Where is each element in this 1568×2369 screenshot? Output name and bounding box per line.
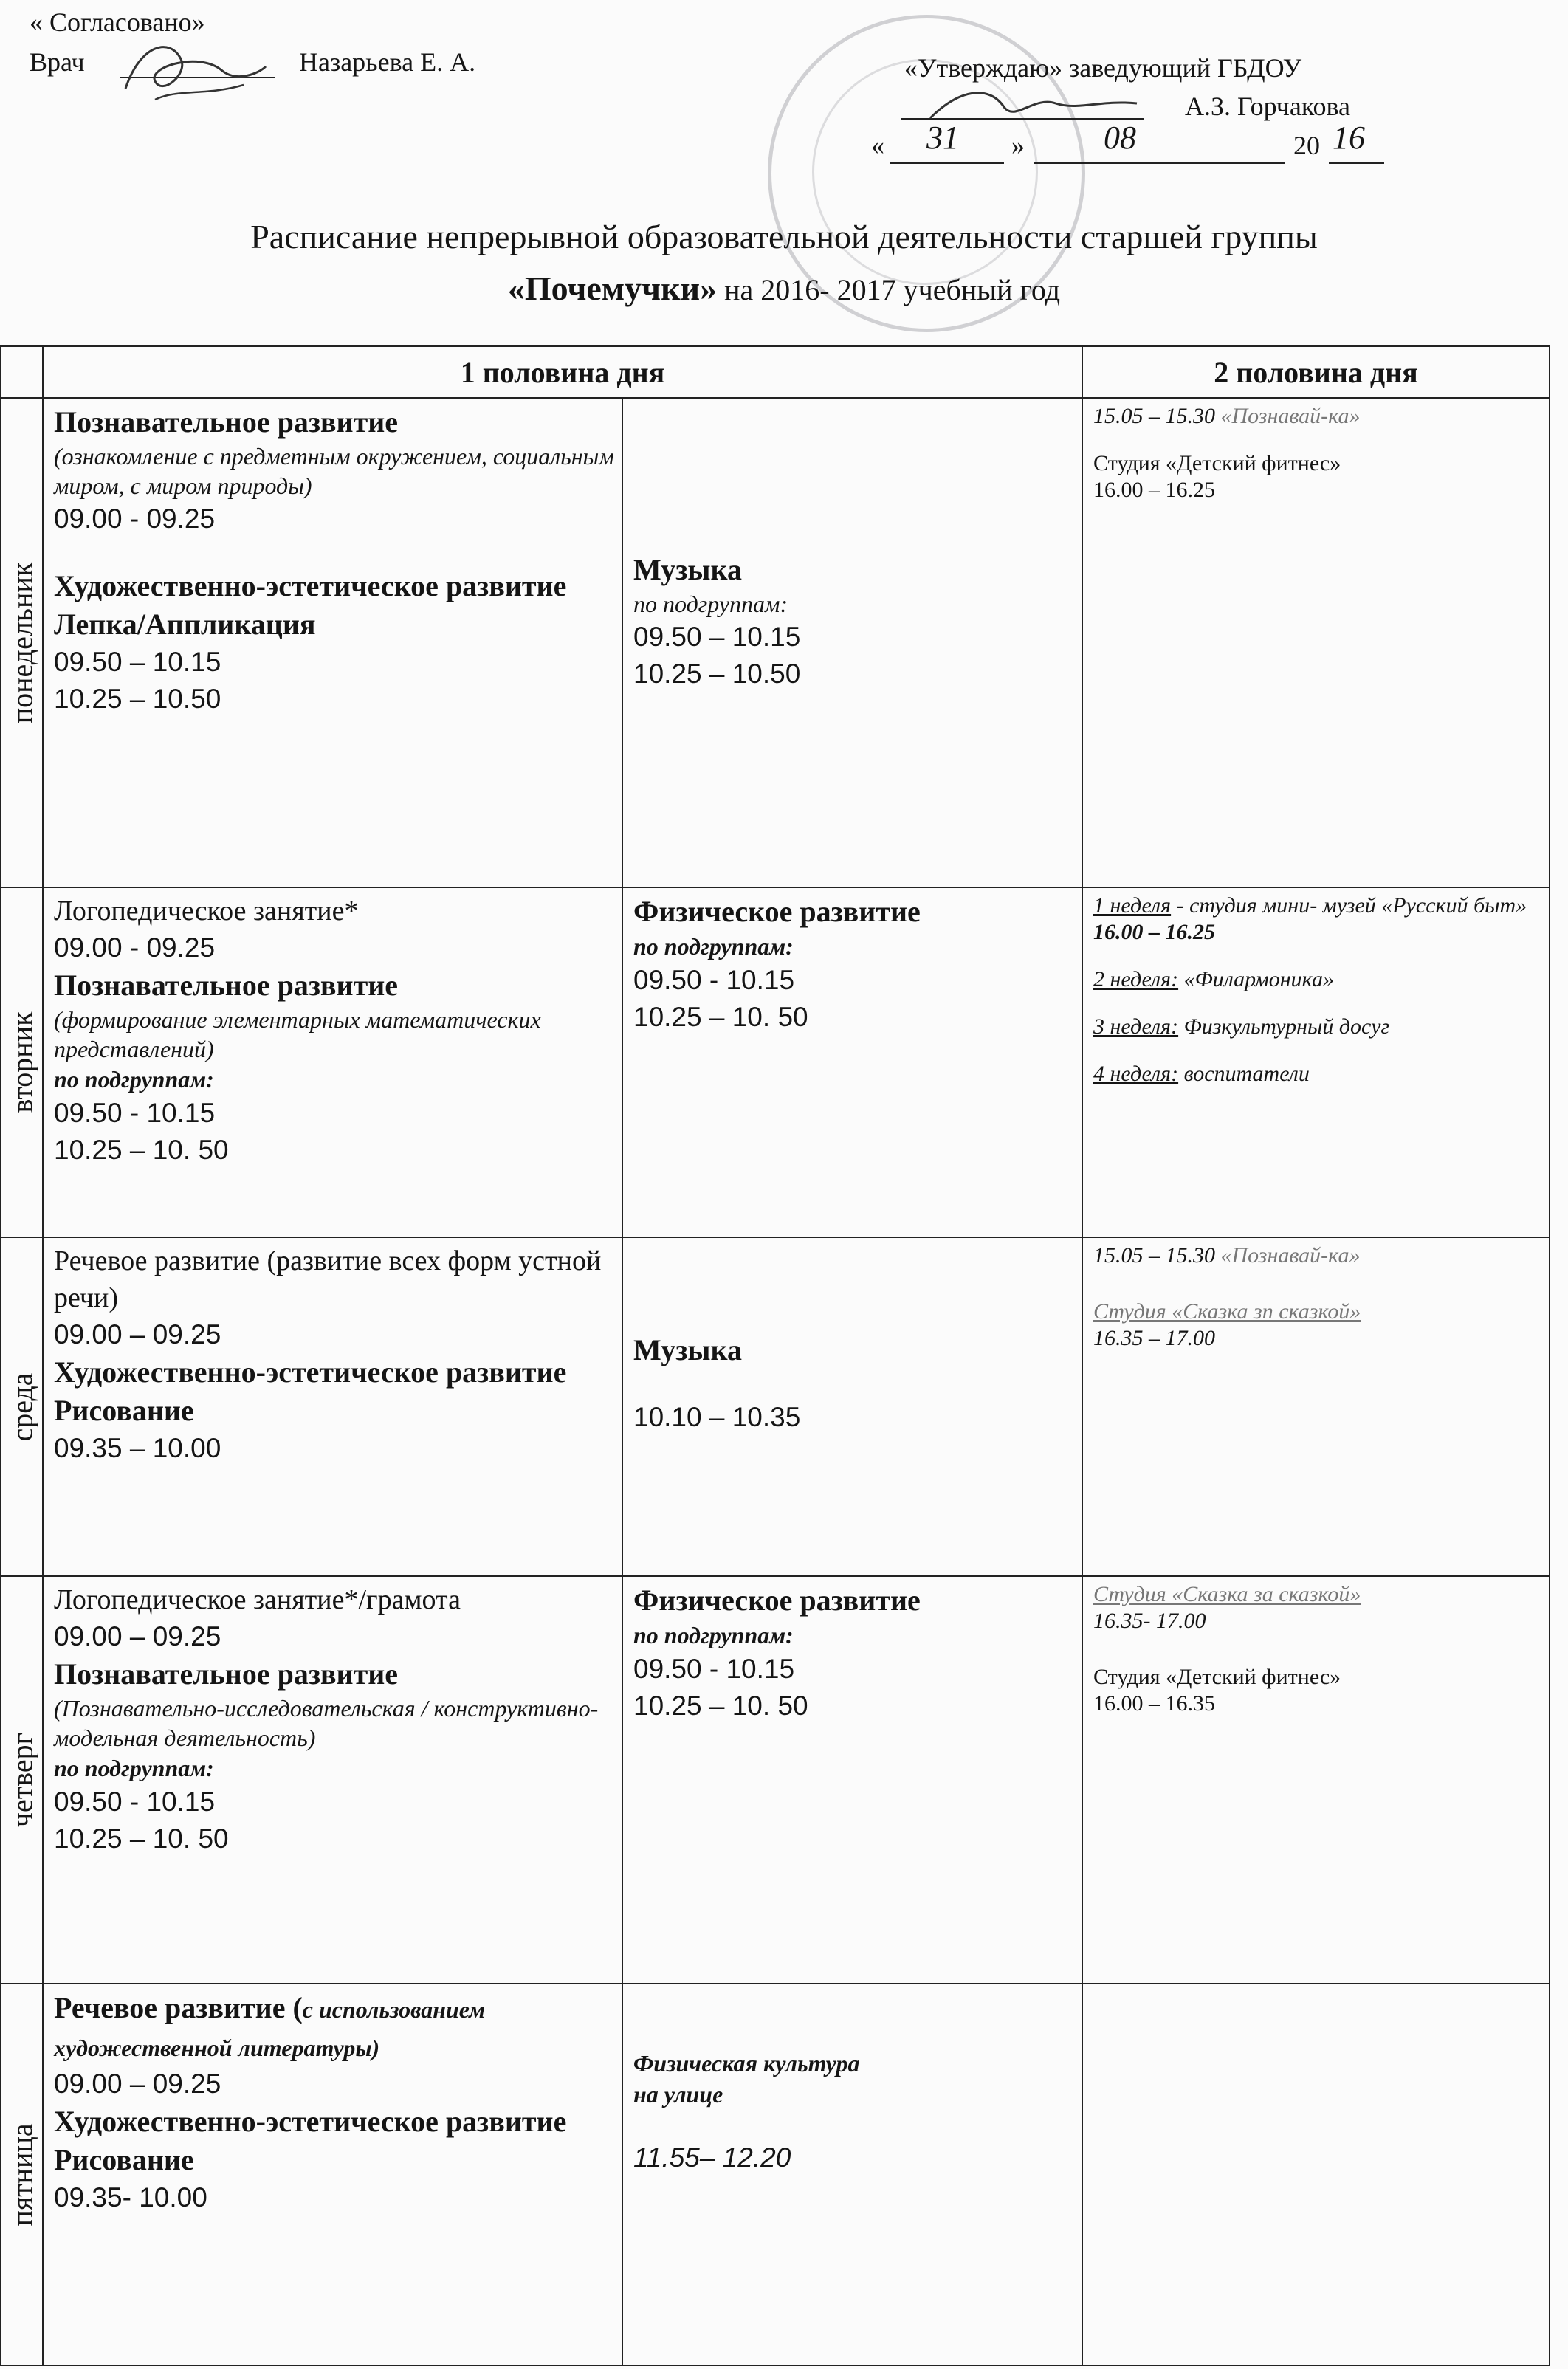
date-day-line <box>890 162 1004 164</box>
activity-line <box>633 1331 1074 1369</box>
activity-extra-text: «Познавай-ка» <box>1220 404 1361 428</box>
activity-cell-col2 <box>622 887 1082 1237</box>
activity-text: Художественно-эстетическое развитие <box>54 569 567 602</box>
activity-cell-col2 <box>622 1984 1082 2365</box>
activity-text: 09.00 – 09.25 <box>54 1319 221 1349</box>
spacer <box>633 433 1074 462</box>
activity-text: 09.50 - 10.15 <box>633 1654 795 1684</box>
activity-text: 16.00 – 16.25 <box>1093 920 1215 944</box>
activity-text: 09.00 - 09.25 <box>54 503 216 534</box>
spacer <box>633 1242 1074 1272</box>
spacer <box>633 1369 1074 1399</box>
date-year-line <box>1329 162 1384 164</box>
activity-text: Познавательное развитие <box>54 405 399 439</box>
spacer <box>1093 1634 1541 1664</box>
head-name: А.З. Горчакова <box>1185 92 1351 121</box>
doctor-signature <box>111 30 273 111</box>
activity-line <box>1093 1299 1541 1325</box>
activity-line <box>1093 966 1541 993</box>
date-close-quote: » <box>1011 131 1025 160</box>
table-row <box>1 1576 1550 1984</box>
spacer <box>633 1302 1074 1331</box>
activity-text: воспитатели <box>1178 1062 1310 1086</box>
activity-line <box>54 605 614 644</box>
spacer <box>1093 946 1541 966</box>
spacer <box>1093 430 1541 450</box>
activity-text: по подгруппам: <box>633 933 794 960</box>
activity-text: Художественно-эстетическое развитие <box>54 2105 567 2138</box>
activity-line <box>54 403 614 441</box>
activity-extra-text: «Познавай-ка» <box>1220 1243 1361 1268</box>
activity-line <box>54 1784 614 1820</box>
schedule-table <box>0 345 1550 2366</box>
day-name: четверг <box>5 1732 38 1828</box>
activity-text: Логопедическое занятие* <box>54 895 359 926</box>
activity-line <box>1093 1608 1541 1634</box>
spacer <box>633 1272 1074 1302</box>
activity-line <box>54 441 614 501</box>
activity-line <box>1093 1242 1541 1269</box>
spacer <box>1093 1269 1541 1299</box>
activity-line <box>54 1242 614 1316</box>
activity-line <box>1093 1061 1541 1087</box>
activity-text: (ознакомление с предметным окружением, социальным миром, с миром природы) <box>54 443 614 499</box>
activity-text: 09.50 - 10.15 <box>54 1787 216 1817</box>
activity-line <box>54 2141 614 2179</box>
activity-text: 10.25 – 10. 50 <box>633 1002 808 1032</box>
activity-line <box>1093 893 1541 919</box>
activity-text: 15.05 – 15.30 <box>1093 404 1221 428</box>
activity-line <box>54 1655 614 1694</box>
header-empty-cell <box>1 346 43 398</box>
activity-text: 09.50 – 10.15 <box>54 647 221 677</box>
activity-extra-text: с использованием художественной литературы) <box>54 1996 486 2061</box>
activity-line <box>54 1581 614 1618</box>
activity-text: 16.00 – 16.25 <box>1093 478 1215 502</box>
date-day: 31 <box>926 120 959 156</box>
activity-line <box>54 1095 614 1132</box>
spacer <box>633 403 1074 433</box>
activity-text: 10.25 – 10.50 <box>633 659 801 689</box>
activity-line <box>54 893 614 929</box>
spacer <box>633 521 1074 551</box>
week-label: Студия «Сказка зп сказкой» <box>1093 1299 1361 1324</box>
week-label: 2 неделя: <box>1093 967 1179 991</box>
table-row <box>1 398 1550 887</box>
activity-cell-col2 <box>622 1237 1082 1576</box>
activity-text: 09.50 – 10.15 <box>633 622 801 652</box>
activity-cell-col3 <box>1082 1576 1550 1984</box>
activity-cell-col3 <box>1082 1984 1550 2365</box>
activity-text: по подгруппам: <box>633 591 788 617</box>
activity-line <box>54 1618 614 1655</box>
activity-cell-col3 <box>1082 398 1550 887</box>
activity-line <box>54 1005 614 1064</box>
table-row <box>1 1984 1550 2365</box>
spacer <box>633 492 1074 521</box>
activity-text: Художественно-эстетическое развитие <box>54 1355 567 1389</box>
activity-text: 09.50 - 10.15 <box>54 1098 216 1128</box>
activity-cell-col1 <box>43 1984 622 2365</box>
activity-text: Музыка <box>633 553 742 586</box>
spacer <box>54 537 614 567</box>
activity-line <box>1093 450 1541 477</box>
day-name-cell <box>1 887 43 1237</box>
table-row <box>1 887 1550 1237</box>
activity-line <box>54 2066 614 2102</box>
activity-line <box>633 2079 1074 2110</box>
activity-text: Рисование <box>54 2143 194 2176</box>
day-name-cell <box>1 1984 43 2365</box>
activity-line <box>54 1064 614 1095</box>
activity-cell-col2 <box>622 1576 1082 1984</box>
activity-text: 09.00 – 09.25 <box>54 1621 221 1651</box>
activity-line <box>1093 403 1541 430</box>
spacer <box>1093 1040 1541 1061</box>
activity-line <box>54 1392 614 1430</box>
activity-line <box>633 931 1074 962</box>
activity-text: 16.00 – 16.35 <box>1093 1691 1215 1716</box>
activity-text: 16.35- 17.00 <box>1093 1609 1206 1633</box>
week-label: 3 неделя: <box>1093 1014 1179 1039</box>
activity-text: 16.35 – 17.00 <box>1093 1326 1215 1350</box>
activity-line <box>1093 1014 1541 1040</box>
activity-line <box>54 1989 614 2066</box>
activity-text: Рисование <box>54 1394 194 1427</box>
activity-line <box>633 893 1074 931</box>
activity-text: на улице <box>633 2081 723 2108</box>
activity-line <box>54 681 614 718</box>
activity-line <box>54 501 614 537</box>
activity-line <box>633 619 1074 656</box>
activity-line <box>54 644 614 681</box>
activity-text: Логопедическое занятие*/грамота <box>54 1584 461 1615</box>
date-month: 08 <box>1104 120 1136 156</box>
activity-text: Физическая культура <box>633 2050 860 2077</box>
activity-line <box>1093 1325 1541 1352</box>
day-name-cell <box>1 1576 43 1984</box>
date-year-prefix: 20 <box>1293 131 1320 160</box>
activity-line <box>54 1753 614 1784</box>
activity-line <box>54 966 614 1005</box>
activity-text: по подгруппам: <box>54 1755 214 1781</box>
activity-line <box>633 589 1074 619</box>
activity-line <box>54 1694 614 1753</box>
header-first-half: 1 половина дня <box>43 346 1082 398</box>
activity-line <box>633 656 1074 692</box>
table-row <box>1 1237 1550 1576</box>
activity-line <box>633 999 1074 1036</box>
activity-text: (формирование элементарных математических представлений) <box>54 1006 541 1062</box>
activity-cell-col1 <box>43 887 622 1237</box>
activity-text: - студия мини- музей «Русский быт» <box>1171 893 1527 918</box>
activity-text: 10.10 – 10.35 <box>633 1402 801 1432</box>
activity-line <box>54 1353 614 1392</box>
activity-line <box>633 1651 1074 1688</box>
activity-line <box>633 2139 1074 2176</box>
day-name-cell <box>1 398 43 887</box>
activity-line <box>54 1430 614 1467</box>
activity-cell-col3 <box>1082 887 1550 1237</box>
activity-text: по подгруппам: <box>633 1622 794 1648</box>
activity-text: по подгруппам: <box>54 1066 214 1093</box>
activity-text: Физкультурный досуг <box>1178 1014 1390 1039</box>
activity-line <box>54 1316 614 1353</box>
activity-line <box>54 2179 614 2216</box>
activity-text: Речевое развитие ( <box>54 1991 303 2024</box>
activity-text: Познавательное развитие <box>54 1657 399 1691</box>
week-label: 1 неделя <box>1093 893 1172 918</box>
day-name: понедельник <box>5 562 38 723</box>
activity-text: «Филармоника» <box>1178 967 1334 991</box>
activity-cell-col3 <box>1082 1237 1550 1576</box>
activity-text: Познавательное развитие <box>54 969 399 1002</box>
date-month-line <box>1034 162 1285 164</box>
activity-text: Речевое развитие (развитие всех форм устной речи) <box>54 1245 602 1313</box>
activity-line <box>1093 1581 1541 1608</box>
activity-cell-col1 <box>43 1237 622 1576</box>
year-label: на 2016- 2017 учебный год <box>717 273 1061 306</box>
doctor-name: Назарьева Е. А. <box>299 47 476 77</box>
activity-cell-col1 <box>43 1576 622 1984</box>
activity-text: Физическое развитие <box>633 895 921 928</box>
activity-text: Студия «Детский фитнес» <box>1093 1665 1341 1689</box>
day-name: среда <box>5 1372 38 1442</box>
activity-line <box>633 1399 1074 1436</box>
approve-label: «Утверждаю» заведующий ГБДОУ <box>904 53 1302 83</box>
activity-line <box>633 2048 1074 2079</box>
activity-line <box>633 1620 1074 1651</box>
activity-text: Студия «Детский фитнес» <box>1093 451 1341 475</box>
title-line1: Расписание непрерывной образовательной деятельности старшей группы <box>250 218 1318 255</box>
activity-text: Музыка <box>633 1333 742 1366</box>
doctor-label: Врач <box>30 47 85 77</box>
week-label: Студия «Сказка за сказкой» <box>1093 1582 1361 1606</box>
activity-text: 10.25 – 10. 50 <box>633 1691 808 1721</box>
activity-cell-col1 <box>43 398 622 887</box>
activity-line <box>54 567 614 605</box>
day-name: вторник <box>5 1011 38 1113</box>
activity-cell-col2 <box>622 398 1082 887</box>
activity-line <box>633 962 1074 999</box>
activity-line <box>54 929 614 966</box>
activity-text: 09.35 – 10.00 <box>54 1433 221 1463</box>
activity-line <box>54 1820 614 1857</box>
title-line2 <box>0 264 1568 314</box>
agreed-label: « Согласовано» <box>30 7 205 37</box>
table-header-row <box>1 346 1550 398</box>
spacer <box>1093 993 1541 1014</box>
header-second-half: 2 половина дня <box>1082 346 1550 398</box>
activity-line <box>1093 1691 1541 1717</box>
activity-line <box>633 1581 1074 1620</box>
activity-text: 09.50 - 10.15 <box>633 965 795 995</box>
activity-text: 15.05 – 15.30 <box>1093 1243 1221 1268</box>
activity-text: 09.35- 10.00 <box>54 2182 207 2212</box>
activity-text: 11.55– 12.20 <box>633 2142 791 2173</box>
activity-line <box>1093 477 1541 503</box>
activity-text: 09.00 – 09.25 <box>54 2069 221 2099</box>
activity-line <box>1093 1664 1541 1691</box>
spacer <box>633 2110 1074 2139</box>
activity-line <box>54 2102 614 2141</box>
activity-line <box>1093 919 1541 946</box>
week-label: 4 неделя: <box>1093 1062 1179 1086</box>
activity-text: 09.00 - 09.25 <box>54 932 216 963</box>
day-name: пятница <box>5 2122 38 2227</box>
activity-text: (Познавательно-исследовательская / конструктивно-модельная деятельность) <box>54 1695 599 1751</box>
spacer <box>633 462 1074 492</box>
activity-text: 10.25 – 10. 50 <box>54 1135 229 1165</box>
activity-text: 10.25 – 10.50 <box>54 684 221 714</box>
spacer <box>633 2018 1074 2048</box>
activity-line <box>54 1132 614 1169</box>
activity-text: Лепка/Аппликация <box>54 608 316 641</box>
activity-text: Физическое развитие <box>633 1584 921 1617</box>
activity-line <box>633 551 1074 589</box>
day-name-cell <box>1 1237 43 1576</box>
spacer <box>633 1989 1074 2018</box>
activity-text: 10.25 – 10. 50 <box>54 1823 229 1854</box>
group-name: «Почемучки» <box>507 269 718 307</box>
date-year: 16 <box>1333 120 1365 156</box>
date-open-quote: « <box>871 131 884 160</box>
activity-line <box>633 1688 1074 1725</box>
